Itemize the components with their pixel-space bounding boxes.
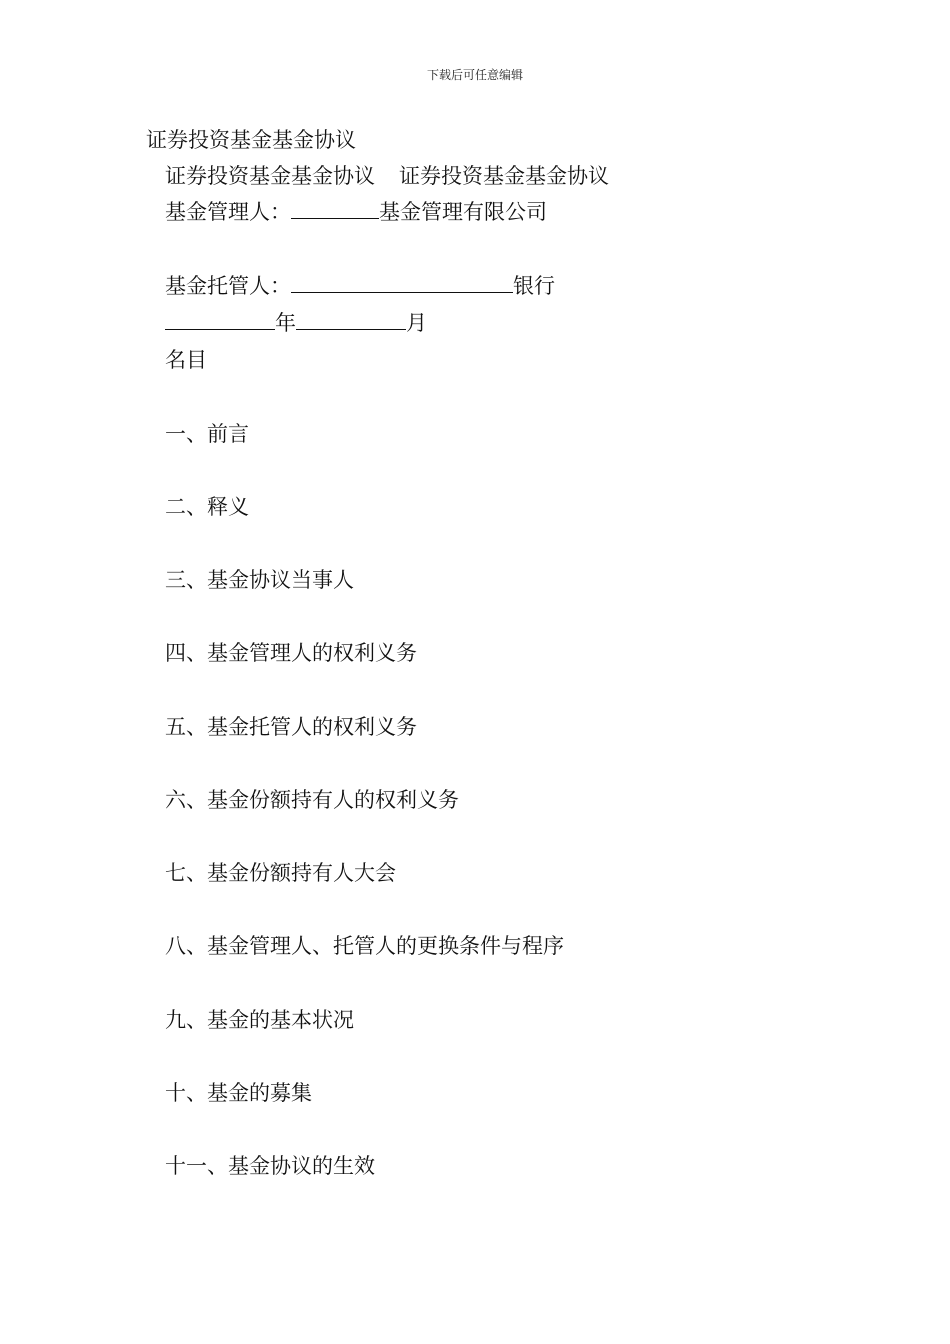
subtitle-line <box>165 160 609 190</box>
toc-item: 六、基金份额持有人的权利义务 <box>165 788 459 812</box>
document-title: 证券投资基金基金协议 <box>146 128 356 152</box>
toc-item: 三、基金协议当事人 <box>165 568 354 592</box>
fund-manager-label: 基金管理人： <box>165 200 291 224</box>
month-label: 月 <box>406 311 427 335</box>
year-label: 年 <box>275 311 296 335</box>
toc-item: 五、基金托管人的权利义务 <box>165 715 417 739</box>
subtitle-b: 证券投资基金基金协议 <box>399 164 609 188</box>
header-note: 下载后可任意编辑 <box>426 68 523 82</box>
toc-heading: 名目 <box>165 348 207 372</box>
year-blank <box>165 309 275 330</box>
fund-manager-suffix: 基金管理有限公司 <box>379 200 547 224</box>
fund-manager-line <box>165 196 547 226</box>
month-blank <box>296 309 406 330</box>
fund-manager-blank <box>291 198 379 219</box>
fund-custodian-blank <box>291 272 513 293</box>
toc-item: 八、基金管理人、托管人的更换条件与程序 <box>165 934 564 958</box>
fund-custodian-line <box>165 270 555 300</box>
toc-item: 一、前言 <box>165 422 249 446</box>
toc-item: 十、基金的募集 <box>165 1081 312 1105</box>
toc-item: 九、基金的基本状况 <box>165 1008 354 1032</box>
toc-item: 二、释义 <box>165 495 249 519</box>
subtitle-a: 证券投资基金基金协议 <box>165 164 375 188</box>
fund-custodian-label: 基金托管人： <box>165 274 291 298</box>
toc-item: 七、基金份额持有人大会 <box>165 861 396 885</box>
fund-custodian-suffix: 银行 <box>513 274 555 298</box>
toc-item: 十一、基金协议的生效 <box>165 1154 375 1178</box>
toc-item: 四、基金管理人的权利义务 <box>165 641 417 665</box>
date-line <box>165 307 427 337</box>
